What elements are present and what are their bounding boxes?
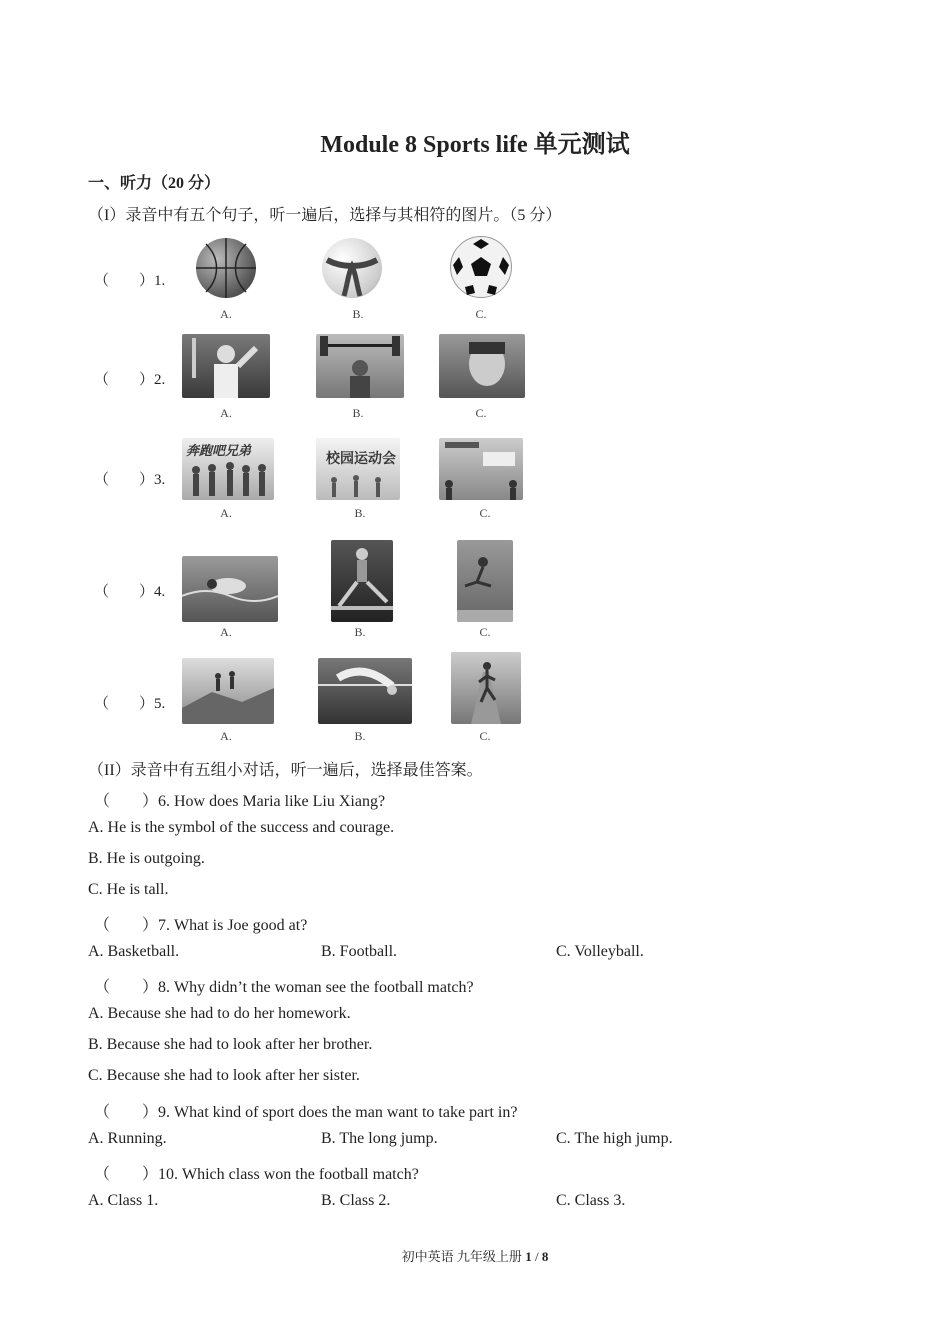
gymnast-photo — [331, 540, 393, 622]
q5-option-b: B. — [354, 729, 366, 743]
question-4-label: （ ）4. — [94, 584, 166, 600]
q10-option-a: A. Class 1. — [88, 1192, 159, 1209]
footer-page-total: 8 — [541, 1249, 549, 1264]
footer-separator: / — [531, 1249, 542, 1264]
q4-option-a: A. — [220, 625, 232, 639]
page-footer — [0, 1246, 950, 1265]
running-poster-photo — [182, 438, 274, 500]
q10-option-c: C. Class 3. — [556, 1192, 626, 1209]
question-2-label: （ ）2. — [94, 372, 166, 388]
q1-option-c: C. — [475, 307, 487, 321]
q4-option-b: B. — [354, 625, 366, 639]
swimming-photo — [182, 556, 278, 622]
q9-option-b: B. The long jump. — [321, 1130, 438, 1147]
runner-photo — [451, 652, 521, 724]
q7-option-b: B. Football. — [321, 943, 398, 960]
high-jump-photo — [318, 658, 412, 724]
q2-option-b: B. — [352, 406, 364, 420]
q3-option-b: B. — [354, 506, 366, 520]
running-poster-text: 奔跑吧兄弟 — [186, 444, 252, 459]
swimmer-portrait-photo — [439, 334, 525, 398]
page-title: Module 8 Sports life 单元测试 — [320, 132, 630, 158]
basketball-icon — [196, 238, 256, 298]
section-heading-listening: 一、听力（20 分） — [88, 175, 221, 192]
question-1-label: （ ）1. — [94, 273, 166, 289]
q1-option-a: A. — [220, 307, 232, 321]
q3-option-c: C. — [479, 506, 491, 520]
q7-option-a: A. Basketball. — [88, 943, 180, 960]
q10-stem: （ ）10. Which class won the football match? — [94, 1166, 419, 1183]
torch-runner-photo — [182, 334, 270, 398]
footer-page-number: 1 — [525, 1249, 532, 1264]
q8-option-a: A. Because she had to do her homework. — [88, 1005, 351, 1022]
question-3-label: （ ）3. — [94, 472, 166, 488]
soccer-ball-icon — [450, 236, 512, 298]
weightlifter-photo — [316, 334, 404, 398]
q5-option-a: A. — [220, 729, 232, 743]
sports-event-poster-photo — [439, 438, 523, 500]
q6-stem: （ ）6. How does Maria like Liu Xiang? — [94, 793, 386, 810]
footer-text: 初中英语 九年级上册 — [401, 1249, 526, 1264]
long-jump-photo — [457, 540, 513, 622]
q10-option-b: B. Class 2. — [321, 1192, 391, 1209]
sports-meeting-poster-photo — [316, 438, 400, 500]
q1-option-b: B. — [352, 307, 364, 321]
sports-meeting-poster-text: 校园运动会 — [326, 451, 396, 467]
volleyball-icon — [322, 238, 382, 298]
question-5-label: （ ）5. — [94, 696, 166, 712]
q2-option-a: A. — [220, 406, 232, 420]
q8-stem: （ ）8. Why didn’t the woman see the football match? — [94, 979, 474, 996]
part2-instruction: （II）录音中有五组小对话，听一遍后，选择最佳答案。 — [88, 762, 483, 779]
q8-option-c: C. Because she had to look after her sister. — [88, 1067, 360, 1084]
q9-option-a: A. Running. — [88, 1130, 167, 1147]
q5-option-c: C. — [479, 729, 491, 743]
q6-option-a: A. He is the symbol of the success and courage. — [88, 819, 395, 836]
q9-stem: （ ）9. What kind of sport does the man want to take part in? — [94, 1104, 518, 1121]
q4-option-c: C. — [479, 625, 491, 639]
q7-option-c: C. Volleyball. — [556, 943, 644, 960]
q3-option-a: A. — [220, 506, 232, 520]
q8-option-b: B. Because she had to look after her brother. — [88, 1036, 373, 1053]
hiking-photo — [182, 658, 274, 724]
part1-instruction: （I）录音中有五个句子，听一遍后，选择与其相符的图片。（5 分） — [88, 207, 562, 224]
q7-stem: （ ）7. What is Joe good at? — [94, 917, 308, 934]
q6-option-c: C. He is tall. — [88, 881, 169, 898]
q9-option-c: C. The high jump. — [556, 1130, 673, 1147]
q2-option-c: C. — [475, 406, 487, 420]
q6-option-b: B. He is outgoing. — [88, 850, 205, 867]
